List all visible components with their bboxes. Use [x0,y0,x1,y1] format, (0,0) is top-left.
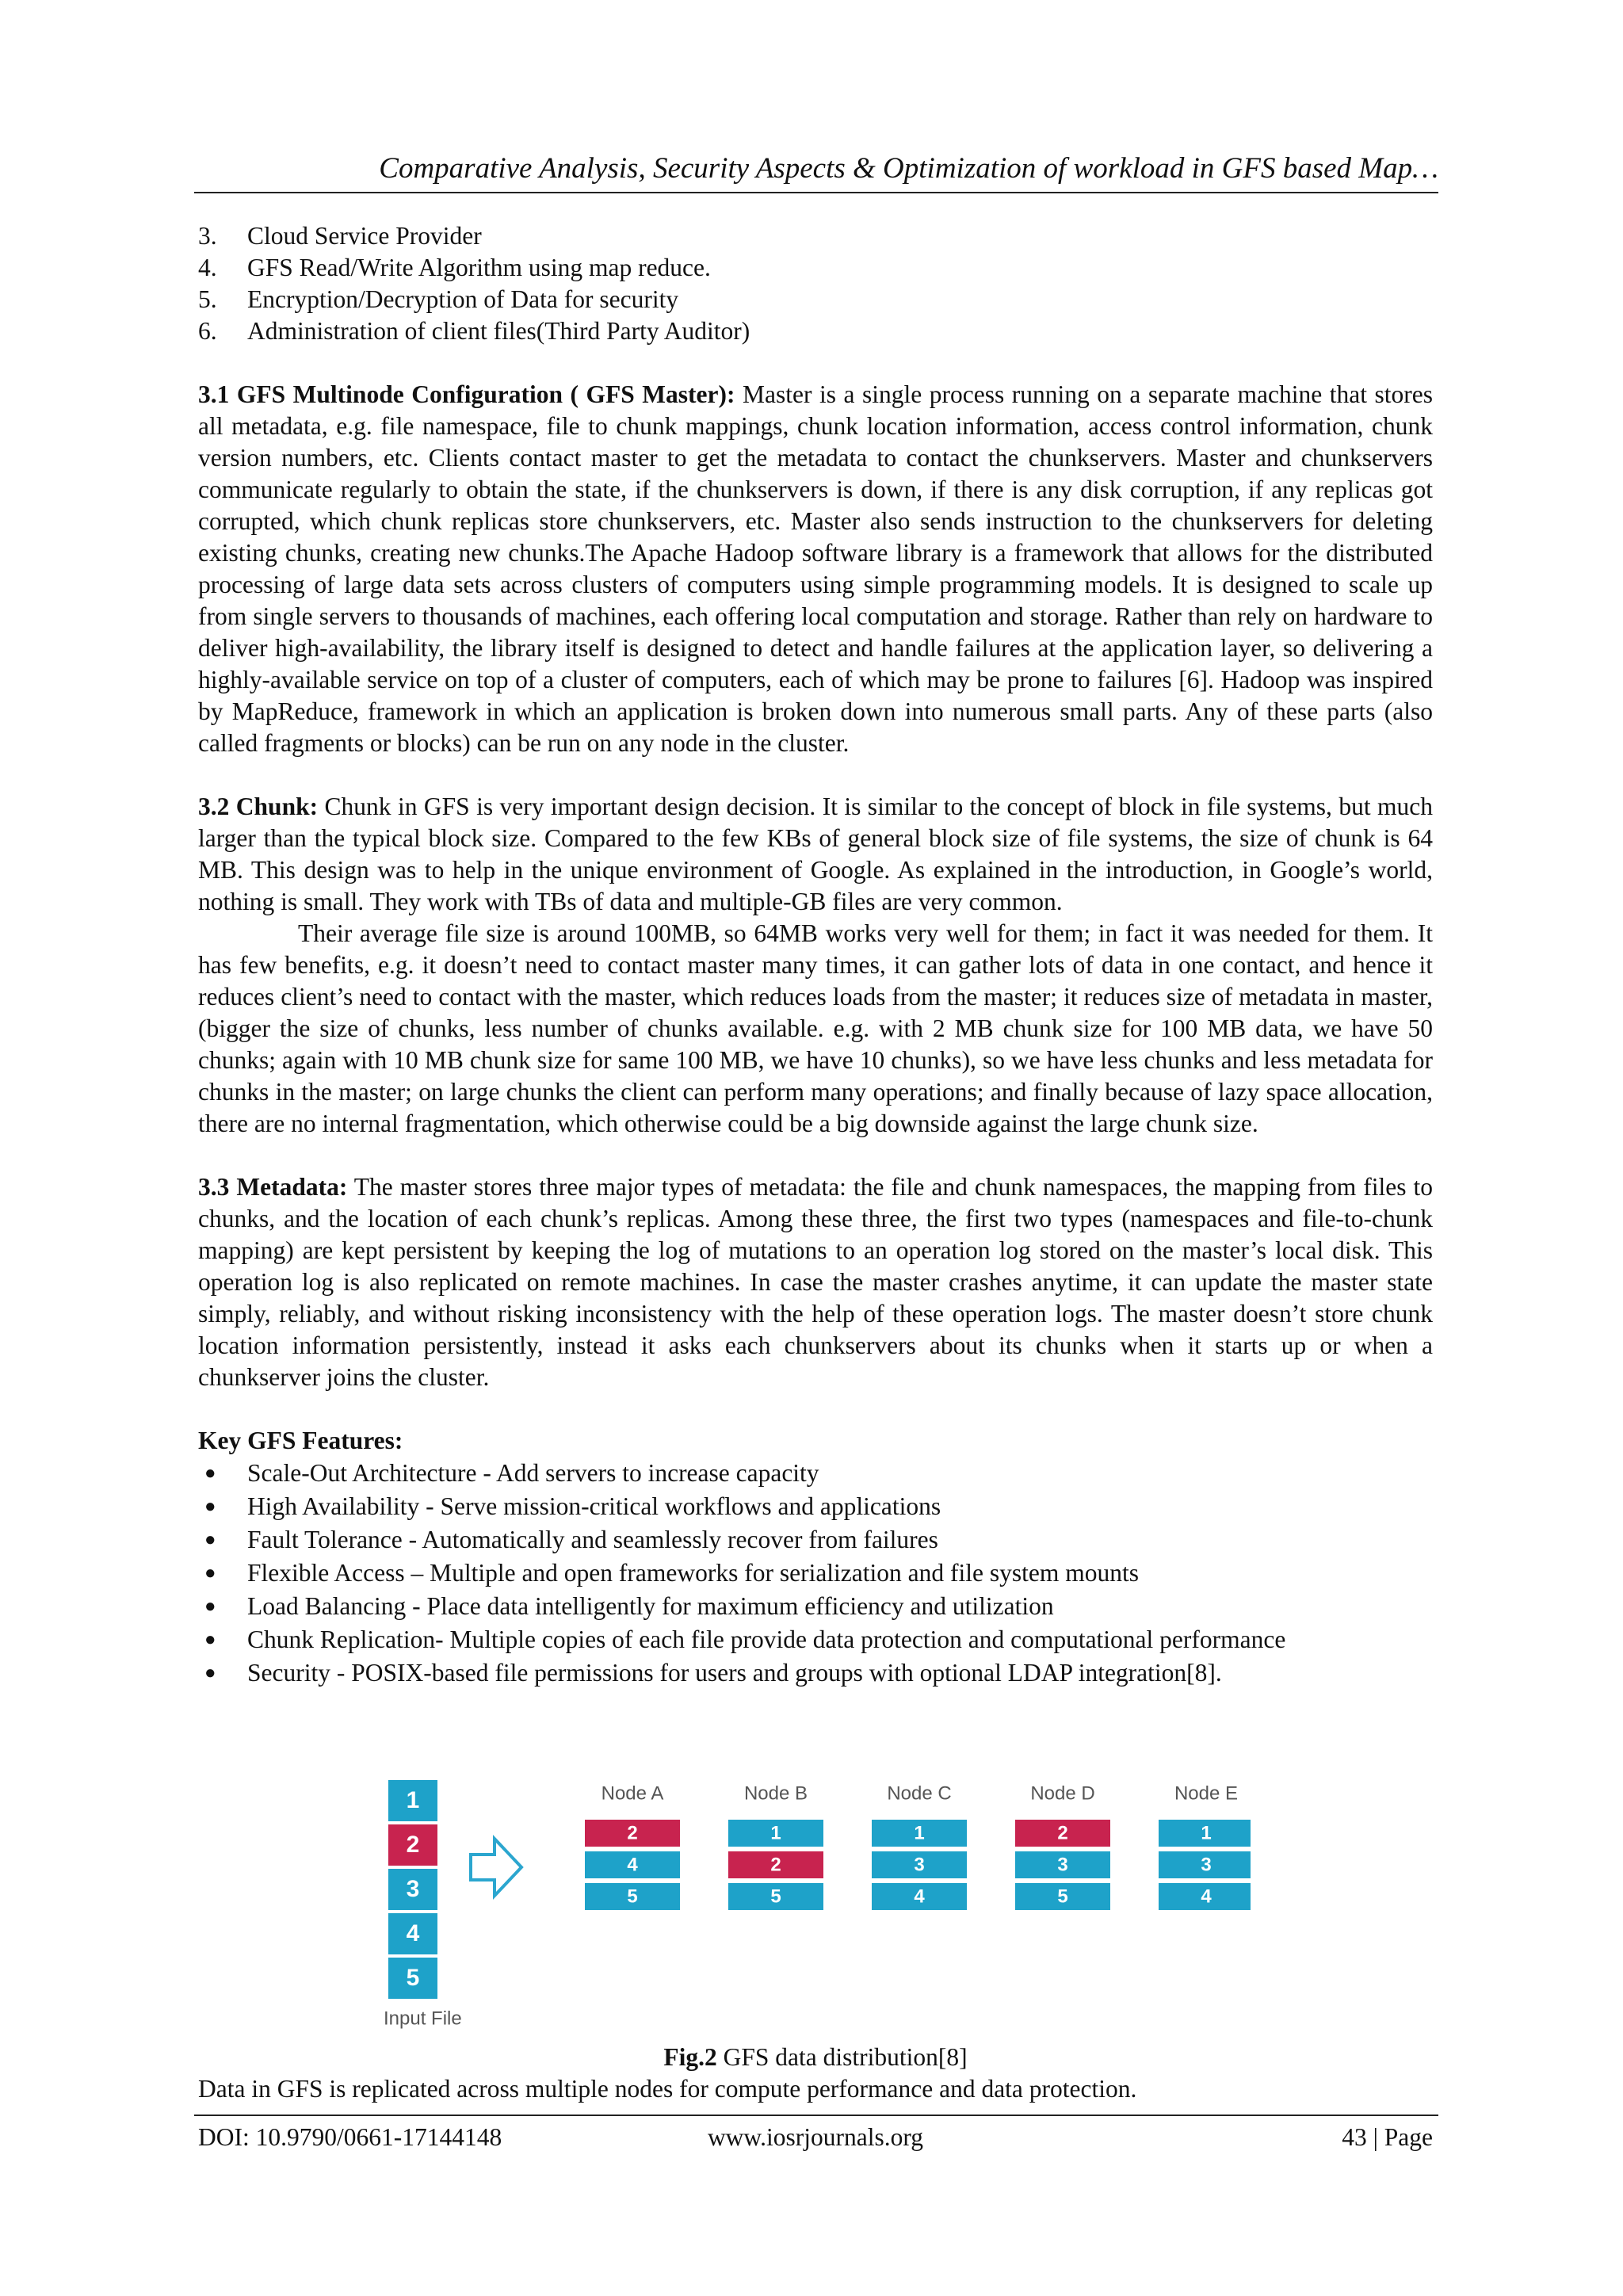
node-block-number: 3 [914,1854,925,1876]
features-heading [198,1425,1433,1457]
feature-item [198,1557,1433,1590]
main-content [198,220,1433,1690]
list-number: 4. [198,254,217,281]
section-3-3-paragraph [198,1171,1433,1393]
input-block-number: 3 [406,1875,420,1902]
feature-item [198,1656,1433,1690]
list-item [198,252,1433,284]
feature-text: Flexible Access – Multiple and open frameworks for serialization and file system mounts [247,1559,1139,1587]
footer-rule [194,2115,1438,2116]
list-item [198,220,1433,252]
figure-description: Data in GFS is replicated across multiple nodes for compute performance and data protection. [198,2075,1137,2103]
node-label: Node A [601,1782,664,1805]
numbered-list [198,220,1433,347]
feature-text: Chunk Replication- Multiple copies of each file provide data protection and computational performance [247,1626,1286,1653]
list-number: 6. [198,317,217,345]
section-heading: 3.2 Chunk: [198,793,319,820]
features-list [198,1457,1433,1690]
list-text: Administration of client files(Third Party Auditor) [247,317,750,345]
feature-text: High Availability - Serve mission-critical workflows and applications [247,1492,941,1520]
list-number: 3. [198,222,217,250]
node-block-number: 2 [770,1854,781,1876]
node-block-number: 1 [770,1822,781,1844]
bullet-icon: ● [204,1563,216,1584]
node-label: Node E [1174,1782,1239,1805]
section-body: Master is a single process running on a separate machine that stores all metadata, e.g. file namespace, file to chunk mappings, chunk location information, access control information, chunk version numbers, etc. Clients contact master to get the metadata to contact the chunkservers. Master and chunkservers communicate regularly to obtain the state, if the chunkservers is down, if there is any disk corruption, if any replicas got corrupted, which chunk replicas store chunkservers, etc. Master also sends instruction to the chunkservers for deleting existing chunks, creating new chunks.The Apache Hadoop software library is a framework that allows for the distributed processing of large data sets across clusters of computers using simple programming models. It is designed to scale up from single servers to thousands of machines, each offering local computation and storage. Rather than rely on hardware to deliver high-availability, the library itself is designed to detect and handle failures at the application layer, so delivering a highly-available service on top of a cluster of computers, each of which may be prone to failures [6]. Hadoop was inspired by MapReduce, framework in which an application is broken down into numerous small parts. Any of these parts (also called fragments or blocks) can be run on any node in the cluster. [198,380,1433,757]
node-block-number: 3 [1057,1854,1068,1876]
features-heading-text: Key GFS Features: [198,1427,403,1454]
node-block-number: 5 [627,1885,638,1908]
node-block-number: 1 [914,1822,925,1844]
footer-page-number: 43 | Page [1342,2123,1433,2151]
section-3-1-paragraph [198,379,1433,759]
running-title: Comparative Analysis, Security Aspects & Optimization of workload in GFS based Map… [379,152,1438,185]
list-item [198,284,1433,315]
spacer [198,1140,1433,1171]
node-block-number: 1 [1201,1822,1212,1844]
spacer [198,347,1433,379]
section-3-2-paragraph [198,791,1433,918]
section-heading: 3.3 Metadata: [198,1173,348,1201]
node-block-number: 5 [1057,1885,1068,1908]
feature-text: Scale-Out Architecture - Add servers to increase capacity [247,1459,819,1487]
node-block-number: 4 [627,1854,638,1876]
node-label: Node D [1030,1782,1095,1805]
feature-item [198,1523,1433,1557]
feature-item [198,1623,1433,1656]
feature-text: Load Balancing - Place data intelligently for maximum efficiency and utilization [247,1592,1054,1620]
list-text: Encryption/Decryption of Data for security [247,285,679,313]
section-body: The master stores three major types of metadata: the file and chunk namespaces, the mapping from files to chunks, and the location of each chunk’s replicas. Among these three, the first two types (namespaces and file-to-chunk mapping) are kept persistent by keeping the log of mutations to an operation log stored on the master’s local disk. This operation log is also replicated on remote machines. In case the master crashes anytime, it can update the master state simply, reliably, and without risking inconsistency with the help of these operation logs. The master doesn’t store chunk location information persistently, instead it asks each chunkservers about its chunks when it starts up or when a chunkserver joins the cluster. [198,1173,1433,1391]
feature-item [198,1590,1433,1623]
list-number: 5. [198,285,217,313]
caption-label: Fig.2 [663,2043,717,2071]
node-block-number: 2 [1057,1822,1068,1844]
bullet-icon: ● [204,1530,216,1550]
figure-caption [198,2042,1433,2073]
arrow-right-icon [471,1839,521,1896]
feature-item [198,1490,1433,1523]
section-3-2-paragraph-2: Their average file size is around 100MB, so 64MB works very well for them; in fact it was needed for them. It has few benefits, e.g. it doesn’t need to contact master many times, it can gather lots of data in one contact, and hence it reduces client’s need to contact with the master, which reduces loads from the master; it reduces size of metadata in master, (bigger the size of chunks, less number of chunks available. e.g. with 2 MB chunk size for 100 MB data, we have 50 chunks; again with 10 MB chunk size for same 100 MB, we have 10 chunks), so we have less chunks and less metadata for chunks in the master; on large chunks the client can perform many operations; and finally because of lazy space allocation, there are no internal fragmentation, which otherwise could be a big downside against the large chunk size. [198,919,1433,1137]
footer-doi: DOI: 10.9790/0661-17144148 [198,2123,502,2151]
caption-text: GFS data distribution[8] [716,2043,968,2071]
feature-item [198,1457,1433,1490]
node-block-number: 4 [1201,1885,1212,1908]
spacer [198,1393,1433,1425]
bullet-icon: ● [204,1663,216,1683]
list-text: GFS Read/Write Algorithm using map reduce. [247,254,711,281]
bullet-icon: ● [204,1463,216,1484]
node-label: Node C [887,1782,952,1805]
feature-text: Security - POSIX-based file permissions for users and groups with optional LDAP integration[8]. [247,1659,1222,1687]
section-body: Chunk in GFS is very important design decision. It is similar to the concept of block in file systems, but much larger than the typical block size. Compared to the few KBs of general block size of file systems, the size of chunk is 64 MB. This design was to help in the unique environment of Google. As explained in the introduction, in Google’s world, nothing is small. They work with TBs of data and multiple-GB files are very common. [198,793,1433,915]
gfs-distribution-figure [372,1777,1251,2035]
input-block-number: 2 [406,1831,420,1858]
header-rule [194,192,1438,193]
node-block-number: 4 [914,1885,925,1908]
node-block-number: 2 [627,1822,638,1844]
node-block-number: 3 [1201,1854,1212,1876]
bullet-icon: ● [204,1496,216,1517]
node-block-number: 5 [770,1885,781,1908]
list-text: Cloud Service Provider [247,222,482,250]
footer-website: www.iosrjournals.org [707,2123,924,2151]
input-block-number: 1 [406,1786,420,1813]
bullet-icon: ● [204,1596,216,1617]
spacer [198,759,1433,791]
input-block-number: 5 [406,1964,420,1991]
bullet-icon: ● [204,1629,216,1650]
input-block-number: 4 [406,1920,420,1946]
section-heading: 3.1 GFS Multinode Configuration ( GFS Master): [198,380,735,408]
feature-text: Fault Tolerance - Automatically and seamlessly recover from failures [247,1526,938,1553]
node-label: Node B [743,1782,808,1805]
input-file-label: Input File [384,2008,462,2030]
list-item [198,315,1433,347]
